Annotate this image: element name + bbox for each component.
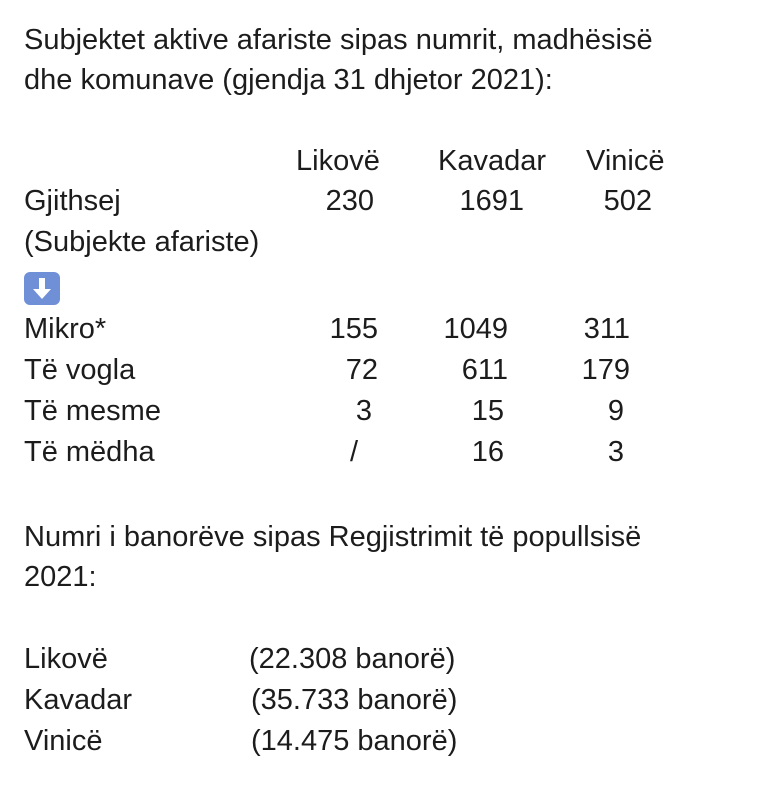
mikro-value-likove: 155 [329, 313, 378, 345]
total-value-kavadar: 1691 [459, 185, 524, 217]
column-header-vinice: Vinicë [586, 145, 665, 177]
intro-line-1: Subjektet aktive afariste sipas numrit, madhësisë [24, 24, 653, 56]
te-vogla-value-vinice: 179 [581, 354, 630, 386]
down-arrow-icon [24, 272, 60, 305]
column-header-likove: Likovë [296, 145, 380, 177]
te-vogla-value-likove: 72 [345, 354, 378, 386]
population-value-kavadar: (35.733 banorë) [251, 684, 458, 716]
te-mesme-value-vinice: 9 [607, 395, 624, 427]
population-name-kavadar: Kavadar [24, 684, 133, 716]
te-medha-value-likove: / [349, 436, 358, 468]
te-medha-value-kavadar: 16 [471, 436, 504, 468]
te-mesme-value-kavadar: 15 [471, 395, 504, 427]
row-label-te-mesme: Të mesme [24, 395, 161, 427]
total-value-likove: 230 [325, 185, 374, 217]
total-sublabel: (Subjekte afariste) [24, 226, 260, 258]
population-value-likove: (22.308 banorë) [249, 643, 456, 675]
intro-line-2: dhe komunave (gjendja 31 dhjetor 2021): [24, 64, 553, 96]
population-heading-line-2: 2021: [24, 561, 97, 593]
population-name-vinice: Vinicë [24, 725, 103, 757]
mikro-value-kavadar: 1049 [443, 313, 508, 345]
total-value-vinice: 502 [603, 185, 652, 217]
te-vogla-value-kavadar: 611 [461, 354, 508, 386]
column-header-kavadar: Kavadar [438, 145, 547, 177]
te-medha-value-vinice: 3 [607, 436, 624, 468]
total-label: Gjithsej [24, 185, 121, 217]
population-heading-line-1: Numri i banorëve sipas Regjistrimit të popullsisë [24, 521, 642, 553]
population-value-vinice: (14.475 banorë) [251, 725, 458, 757]
te-mesme-value-likove: 3 [355, 395, 372, 427]
row-label-mikro: Mikro* [24, 313, 107, 345]
mikro-value-vinice: 311 [583, 313, 630, 345]
row-label-te-medha: Të mëdha [24, 436, 155, 468]
population-name-likove: Likovë [24, 643, 108, 675]
row-label-te-vogla: Të vogla [24, 354, 136, 386]
